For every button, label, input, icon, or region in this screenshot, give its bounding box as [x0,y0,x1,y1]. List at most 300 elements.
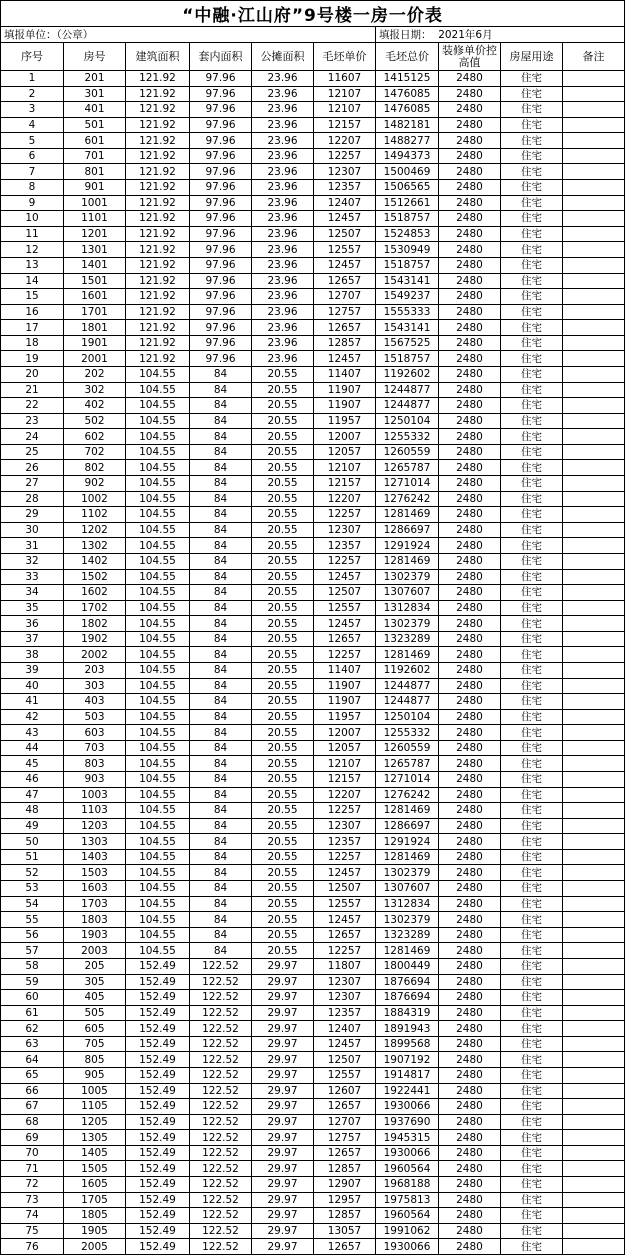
table-cell: 2480 [439,86,501,102]
column-header: 毛坯单价 [314,43,376,71]
table-cell: 1405 [64,1145,126,1161]
table-cell: 97.96 [190,180,252,196]
table-cell: 67 [1,1099,64,1115]
table-cell: 23.96 [252,133,314,149]
reporting-unit: 填报单位：（公章） [1,27,376,43]
table-cell [563,257,625,273]
table-cell: 12007 [314,429,376,445]
table-cell: 住宅 [501,694,563,710]
table-cell: 201 [64,71,126,87]
table-cell: 42 [1,709,64,725]
table-cell: 20.55 [252,585,314,601]
table-cell: 36 [1,616,64,632]
table-cell: 1512661 [376,195,439,211]
table-cell: 29.97 [252,1083,314,1099]
table-row [1,1114,625,1130]
table-cell: 2480 [439,709,501,725]
table-cell [563,865,625,881]
table-cell: 901 [64,180,126,196]
table-cell: 1281469 [376,849,439,865]
table-row [1,662,625,678]
table-body [1,1,625,1255]
table-cell: 住宅 [501,958,563,974]
table-cell: 97.96 [190,320,252,336]
table-cell: 12107 [314,86,376,102]
table-cell: 12957 [314,1192,376,1208]
table-cell: 20.55 [252,460,314,476]
table-cell [563,1145,625,1161]
table-cell: 12207 [314,491,376,507]
table-cell: 24 [1,429,64,445]
table-cell: 2480 [439,569,501,585]
table-cell: 29.97 [252,1036,314,1052]
table-cell: 20.55 [252,647,314,663]
table-cell: 住宅 [501,616,563,632]
table-cell: 97.96 [190,257,252,273]
table-cell: 23.96 [252,180,314,196]
table-cell: 104.55 [126,896,190,912]
table-cell: 1601 [64,289,126,305]
table-cell: 1476085 [376,86,439,102]
table-cell: 12657 [314,631,376,647]
table-cell: 12107 [314,756,376,772]
table-row [1,1161,625,1177]
table-cell: 住宅 [501,990,563,1006]
table-cell [563,958,625,974]
table-cell: 97.96 [190,133,252,149]
table-cell: 1518757 [376,257,439,273]
table-cell: 29.97 [252,1068,314,1084]
table-cell: 12557 [314,242,376,258]
table-cell [563,86,625,102]
table-cell: 72 [1,1177,64,1193]
table-cell: 44 [1,740,64,756]
table-cell [563,772,625,788]
table-row [1,709,625,725]
table-cell: 26 [1,460,64,476]
table-cell: 97.96 [190,242,252,258]
table-cell [563,1114,625,1130]
table-cell: 23.96 [252,335,314,351]
table-cell: 11907 [314,398,376,414]
table-cell: 1323289 [376,927,439,943]
table-cell [563,289,625,305]
table-cell: 104.55 [126,444,190,460]
table-cell: 701 [64,148,126,164]
table-cell: 13 [1,257,64,273]
table-cell: 12207 [314,133,376,149]
table-cell: 住宅 [501,289,563,305]
title-row [1,1,625,27]
table-cell: 84 [190,460,252,476]
table-cell: 住宅 [501,787,563,803]
table-row [1,553,625,569]
reporting-date [376,27,625,43]
table-cell: 12257 [314,943,376,959]
table-row [1,226,625,242]
table-cell: 11607 [314,71,376,87]
table-cell: 2480 [439,335,501,351]
table-cell: 1001 [64,195,126,211]
table-cell [563,553,625,569]
table-cell: 802 [64,460,126,476]
table-cell: 1930066 [376,1145,439,1161]
table-cell: 2480 [439,522,501,538]
table-cell: 104.55 [126,834,190,850]
table-cell: 37 [1,631,64,647]
table-cell: 20.55 [252,927,314,943]
table-cell: 1476085 [376,102,439,118]
table-cell: 1975813 [376,1192,439,1208]
table-cell: 1192602 [376,366,439,382]
table-cell: 152.49 [126,1161,190,1177]
table-cell: 20.55 [252,476,314,492]
table-cell: 12657 [314,1145,376,1161]
table-cell: 12 [1,242,64,258]
table-cell: 23.96 [252,117,314,133]
table-cell: 住宅 [501,1052,563,1068]
table-cell: 104.55 [126,678,190,694]
table-cell: 1503 [64,865,126,881]
table-cell: 23.96 [252,242,314,258]
table-row [1,148,625,164]
table-row [1,740,625,756]
table-cell: 20.55 [252,803,314,819]
table-row [1,133,625,149]
table-cell: 35 [1,600,64,616]
table-cell: 1260559 [376,444,439,460]
table-cell [563,242,625,258]
table-cell: 1500469 [376,164,439,180]
table-cell: 住宅 [501,1005,563,1021]
table-cell: 2480 [439,1145,501,1161]
table-cell: 84 [190,585,252,601]
table-cell: 21 [1,382,64,398]
table-cell: 152.49 [126,1130,190,1146]
table-cell [563,444,625,460]
table-cell [563,195,625,211]
table-cell: 97.96 [190,195,252,211]
table-row [1,585,625,601]
table-cell: 住宅 [501,1223,563,1239]
table-cell: 18 [1,335,64,351]
table-cell: 104.55 [126,709,190,725]
table-cell: 1281469 [376,553,439,569]
table-cell: 14 [1,273,64,289]
table-cell: 住宅 [501,834,563,850]
table-row [1,273,625,289]
table-cell [563,226,625,242]
table-cell: 住宅 [501,242,563,258]
table-cell: 2480 [439,600,501,616]
table-cell: 2480 [439,865,501,881]
table-cell: 84 [190,522,252,538]
table-cell: 27 [1,476,64,492]
table-cell: 152.49 [126,958,190,974]
table-cell: 12657 [314,1239,376,1255]
table-cell: 2480 [439,71,501,87]
table-cell: 12257 [314,849,376,865]
info-row [1,27,625,43]
table-cell: 1567525 [376,335,439,351]
table-cell: 121.92 [126,320,190,336]
table-cell: 30 [1,522,64,538]
table-cell: 2480 [439,102,501,118]
table-cell [563,351,625,367]
table-cell: 住宅 [501,522,563,538]
table-cell: 23.96 [252,289,314,305]
table-cell: 152.49 [126,1036,190,1052]
table-cell: 104.55 [126,849,190,865]
column-header: 毛坯总价 [376,43,439,71]
table-row [1,772,625,788]
table-row [1,927,625,943]
table-cell: 12407 [314,195,376,211]
table-cell: 152.49 [126,1068,190,1084]
table-cell: 住宅 [501,912,563,928]
table-cell: 29.97 [252,1192,314,1208]
table-cell: 12857 [314,1161,376,1177]
table-cell: 84 [190,476,252,492]
table-cell: 1203 [64,818,126,834]
table-cell [563,366,625,382]
column-header: 建筑面积 [126,43,190,71]
table-cell: 703 [64,740,126,756]
table-cell: 84 [190,616,252,632]
table-cell: 住宅 [501,133,563,149]
table-cell [563,678,625,694]
table-row [1,1068,625,1084]
table-row [1,86,625,102]
table-cell: 2480 [439,413,501,429]
table-cell [563,927,625,943]
table-cell: 1505 [64,1161,126,1177]
table-cell: 603 [64,725,126,741]
table-cell: 20.55 [252,881,314,897]
table-cell: 2480 [439,1177,501,1193]
table-cell: 住宅 [501,756,563,772]
table-cell [563,1036,625,1052]
table-cell: 401 [64,102,126,118]
table-cell: 57 [1,943,64,959]
table-cell: 12457 [314,211,376,227]
table-cell: 2480 [439,756,501,772]
table-cell [563,896,625,912]
table-cell: 1506565 [376,180,439,196]
table-cell [563,881,625,897]
table-cell: 75 [1,1223,64,1239]
table-row [1,195,625,211]
table-cell: 2480 [439,1005,501,1021]
table-cell: 29.97 [252,1114,314,1130]
table-cell [563,725,625,741]
table-cell: 12557 [314,600,376,616]
table-cell: 122.52 [190,1161,252,1177]
table-cell: 住宅 [501,725,563,741]
table-cell: 2480 [439,553,501,569]
table-cell: 1301 [64,242,126,258]
table-cell: 38 [1,647,64,663]
table-row [1,1099,625,1115]
table-cell: 23.96 [252,211,314,227]
table-cell: 20.55 [252,398,314,414]
table-cell: 43 [1,725,64,741]
table-cell: 104.55 [126,927,190,943]
table-cell: 2480 [439,740,501,756]
table-cell: 84 [190,896,252,912]
table-cell: 152.49 [126,1052,190,1068]
table-cell: 152.49 [126,1177,190,1193]
table-cell: 1276242 [376,787,439,803]
column-header: 序号 [1,43,64,71]
table-cell: 84 [190,647,252,663]
table-cell: 2480 [439,289,501,305]
table-cell: 152.49 [126,1005,190,1021]
table-cell: 12407 [314,1021,376,1037]
table-cell: 503 [64,709,126,725]
table-row [1,647,625,663]
table-cell: 104.55 [126,413,190,429]
table-cell: 2480 [439,927,501,943]
table-cell: 84 [190,912,252,928]
table-cell: 住宅 [501,585,563,601]
table-cell: 702 [64,444,126,460]
table-cell: 31 [1,538,64,554]
table-cell: 1701 [64,304,126,320]
table-cell [563,600,625,616]
table-cell: 12357 [314,834,376,850]
table-cell: 121.92 [126,86,190,102]
table-cell [563,538,625,554]
table-cell: 20.55 [252,600,314,616]
table-cell: 住宅 [501,398,563,414]
table-cell [563,631,625,647]
table-row [1,1005,625,1021]
table-cell: 121.92 [126,211,190,227]
table-cell: 1202 [64,522,126,538]
table-cell: 66 [1,1083,64,1099]
table-cell: 12657 [314,273,376,289]
column-header: 房号 [64,43,126,71]
table-cell: 12557 [314,896,376,912]
table-cell: 2480 [439,1208,501,1224]
table-cell: 601 [64,133,126,149]
table-row [1,242,625,258]
table-row [1,491,625,507]
table-cell: 28 [1,491,64,507]
table-row [1,180,625,196]
table-cell: 97.96 [190,71,252,87]
table-cell: 2480 [439,211,501,227]
table-cell: 405 [64,990,126,1006]
table-cell: 6 [1,148,64,164]
table-cell: 住宅 [501,86,563,102]
table-cell: 2480 [439,382,501,398]
table-cell: 104.55 [126,522,190,538]
table-cell: 104.55 [126,600,190,616]
column-header: 备注 [563,43,625,71]
table-cell: 住宅 [501,1099,563,1115]
table-cell: 2480 [439,1036,501,1052]
table-cell: 84 [190,382,252,398]
table-cell: 29 [1,507,64,523]
table-cell: 12457 [314,865,376,881]
table-cell: 152.49 [126,1099,190,1115]
table-cell: 1303 [64,834,126,850]
table-cell: 122.52 [190,1021,252,1037]
table-cell: 202 [64,366,126,382]
table-cell: 1255332 [376,725,439,741]
table-cell: 602 [64,429,126,445]
table-cell: 12457 [314,912,376,928]
table-cell [563,974,625,990]
table-cell: 11957 [314,709,376,725]
table-cell: 29.97 [252,1177,314,1193]
table-cell: 1271014 [376,476,439,492]
table-cell [563,1021,625,1037]
table-cell: 104.55 [126,616,190,632]
table-cell: 2001 [64,351,126,367]
table-cell: 84 [190,818,252,834]
table-cell: 58 [1,958,64,974]
table-cell: 97.96 [190,86,252,102]
table-row [1,756,625,772]
table-cell [563,133,625,149]
table-cell: 122.52 [190,1068,252,1084]
table-cell: 84 [190,366,252,382]
table-cell: 5 [1,133,64,149]
table-cell: 71 [1,1161,64,1177]
table-cell: 住宅 [501,553,563,569]
table-cell: 12457 [314,616,376,632]
table-cell: 152.49 [126,1145,190,1161]
table-cell: 46 [1,772,64,788]
table-cell [563,912,625,928]
table-cell: 2480 [439,1130,501,1146]
table-cell: 84 [190,725,252,741]
table-cell: 住宅 [501,226,563,242]
table-cell: 1901 [64,335,126,351]
table-cell: 23.96 [252,304,314,320]
table-cell [563,491,625,507]
table-cell: 20.55 [252,662,314,678]
table-cell: 104.55 [126,398,190,414]
table-cell: 20.55 [252,444,314,460]
table-cell: 122.52 [190,1192,252,1208]
table-cell: 20.55 [252,553,314,569]
table-row [1,990,625,1006]
table-cell: 104.55 [126,507,190,523]
table-cell: 104.55 [126,865,190,881]
table-cell: 1930066 [376,1239,439,1255]
table-cell: 84 [190,662,252,678]
table-cell: 12457 [314,1036,376,1052]
table-cell [563,1192,625,1208]
table-cell: 104.55 [126,772,190,788]
table-cell: 11407 [314,366,376,382]
table-cell: 2480 [439,974,501,990]
table-cell: 1805 [64,1208,126,1224]
table-cell: 20.55 [252,569,314,585]
column-header: 房屋用途 [501,43,563,71]
table-row [1,71,625,87]
table-cell: 住宅 [501,974,563,990]
table-cell: 住宅 [501,491,563,507]
table-row [1,398,625,414]
table-cell: 49 [1,818,64,834]
table-cell: 住宅 [501,335,563,351]
table-cell: 84 [190,849,252,865]
